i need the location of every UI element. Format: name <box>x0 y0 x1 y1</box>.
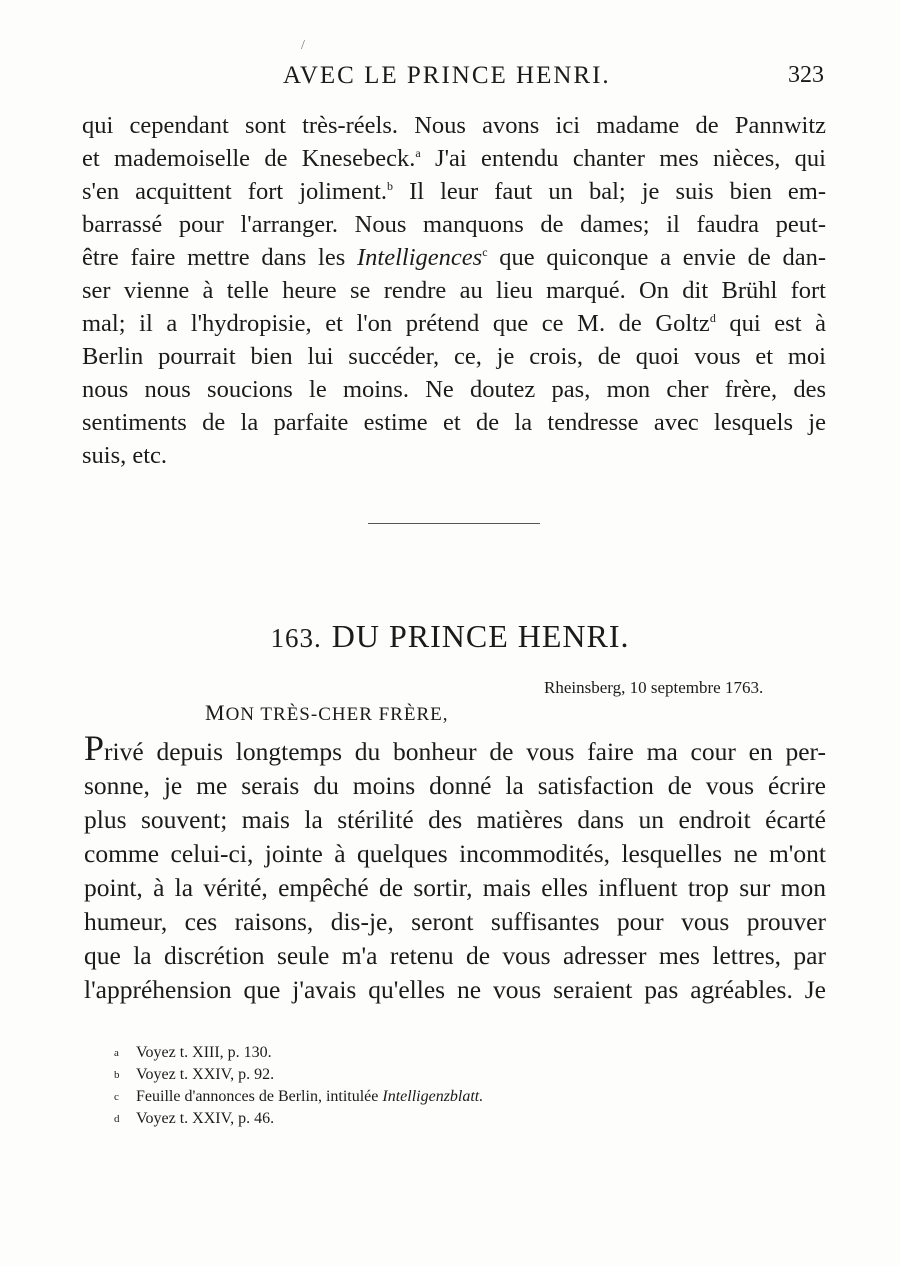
page-number: 323 <box>788 62 824 88</box>
text-line: nous nous soucions le moins. Ne doutez pas, mon cher frère, des <box>82 376 826 403</box>
letter-title: DU PRINCE HENRI. <box>331 618 630 654</box>
salutation: MON TRÈS-CHER FRÈRE, <box>205 700 449 725</box>
footnote-ref: b <box>387 178 394 193</box>
running-head-title: AVEC LE PRINCE HENRI. <box>283 62 611 89</box>
text-line: barrassé pour l'arranger. Nous manquons de dames; il faudra peut- <box>82 211 826 238</box>
margin-tick-mark: / <box>301 38 305 53</box>
body-line: sonne, je me serais du moins donné la satisfaction de vous écrire <box>84 771 826 800</box>
letter-heading <box>0 618 900 655</box>
footnote: a Voyez t. XIII, p. 130. <box>114 1044 272 1061</box>
text-line: sentiments de la parfaite estime et de la tendresse avec lesquels je <box>82 409 826 436</box>
running-head <box>0 62 900 96</box>
footnote-ref: d <box>709 310 716 325</box>
body-line: Privé depuis longtemps du bonheur de vous faire ma cour en per- <box>84 728 826 768</box>
body-line: l'appréhension que j'avais qu'elles ne vous seraient pas agréables. Je <box>84 975 826 1004</box>
body-line: point, à la vérité, empêché de sortir, mais elles influent trop sur mon <box>84 873 826 902</box>
footnote: c Feuille d'annonces de Berlin, intitulée Intelligenzblatt. <box>114 1088 484 1105</box>
text-line: s'en acquittent fort joliment.$^b$ Il leur faut un bal; je suis bien em- <box>82 178 826 205</box>
text-line: mal; il a l'hydropisie, et l'on prétend que ce M. de Goltz$^d$ qui est à <box>82 310 826 337</box>
body-line: comme celui-ci, jointe à quelques incommodités, lesquelles ne m'ont <box>84 839 826 868</box>
footnote-ref: a <box>415 145 421 160</box>
text-line: suis, etc. <box>82 442 168 469</box>
dateline: Rheinsberg, 10 septembre 1763. <box>544 678 764 697</box>
section-divider <box>368 523 540 524</box>
text-line: et mademoiselle de Knesebeck.$^a$ J'ai entendu chanter mes nièces, qui <box>82 145 826 172</box>
body-line: plus souvent; mais la stérilité des matières dans un endroit écarté <box>84 805 826 834</box>
text-line: Berlin pourrait bien lui succéder, ce, je crois, de quoi vous et moi <box>82 343 826 370</box>
drop-cap: P <box>84 728 105 768</box>
body-line: que la discrétion seule m'a retenu de vous adresser mes lettres, par <box>84 941 826 970</box>
footnote: d Voyez t. XXIV, p. 46. <box>114 1110 275 1127</box>
footnote-ref: c <box>482 244 488 259</box>
text-line: ser vienne à telle heure se rendre au lieu marqué. On dit Brühl fort <box>82 277 826 304</box>
text-line: qui cependant sont très-réels. Nous avons ici madame de Pannwitz <box>82 112 826 139</box>
body-line: humeur, ces raisons, dis-je, seront suffisantes pour vous prouver <box>84 907 826 936</box>
footnote: b Voyez t. XXIV, p. 92. <box>114 1066 275 1083</box>
text-line: être faire mettre dans les Intelligences$^c$ que quiconque a envie de dan- <box>82 244 826 271</box>
letter-number: 163. <box>270 623 322 653</box>
